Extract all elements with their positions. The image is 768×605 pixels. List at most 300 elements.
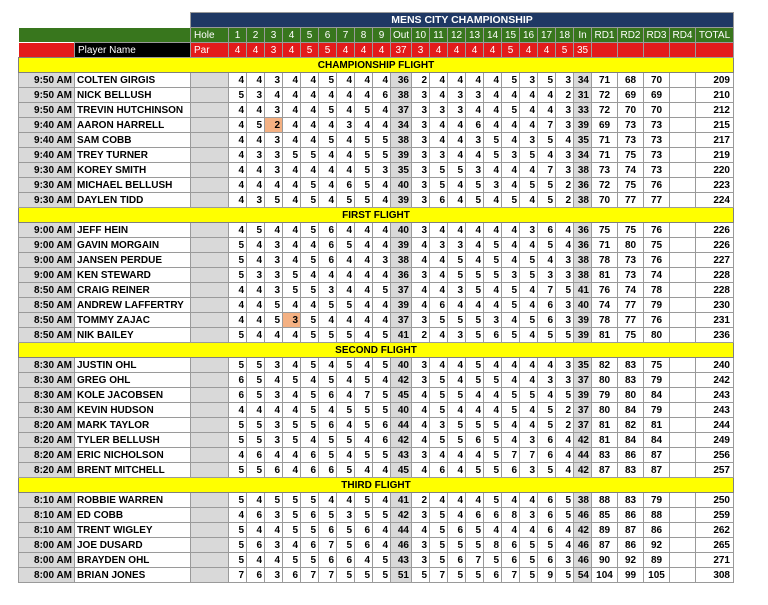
hole-score: 2 (412, 73, 430, 88)
hole-score: 5 (301, 388, 319, 403)
hole-score: 4 (430, 358, 448, 373)
round-3-score: 76 (644, 253, 670, 268)
hole-score: 4 (283, 298, 301, 313)
round-1-score: 88 (592, 493, 618, 508)
hole-score: 4 (556, 463, 574, 478)
round-2-score: 92 (618, 553, 644, 568)
hole-score: 6 (247, 508, 265, 523)
total-score: 242 (696, 373, 734, 388)
blank-cell (191, 178, 229, 193)
total-score: 236 (696, 328, 734, 343)
round-2-score: 99 (618, 568, 644, 583)
round-2-score: 74 (618, 283, 644, 298)
in-score: 36 (574, 223, 592, 238)
hole-score: 4 (229, 178, 247, 193)
hole-score: 5 (538, 418, 556, 433)
tee-time: 8:50 AM (19, 283, 75, 298)
hole-score: 4 (538, 253, 556, 268)
hole-score: 5 (502, 193, 520, 208)
hole-score: 3 (520, 133, 538, 148)
tee-time: 9:40 AM (19, 133, 75, 148)
round-4-score (670, 133, 696, 148)
round-4-score (670, 298, 696, 313)
hole-score: 5 (283, 433, 301, 448)
hole-score: 6 (265, 463, 283, 478)
hole-score: 4 (520, 298, 538, 313)
par-value: 4 (538, 43, 556, 58)
hole-number: 9 (373, 28, 391, 43)
hole-score: 4 (337, 163, 355, 178)
tee-time: 8:20 AM (19, 433, 75, 448)
round-label: RD3 (644, 28, 670, 43)
hole-score: 3 (556, 163, 574, 178)
hole-score: 5 (520, 313, 538, 328)
hole-score: 2 (412, 328, 430, 343)
out-score: 46 (391, 538, 412, 553)
hole-score: 4 (412, 388, 430, 403)
hole-score: 5 (466, 358, 484, 373)
blank-cell (191, 73, 229, 88)
hole-score: 4 (373, 103, 391, 118)
hole-score: 4 (283, 448, 301, 463)
player-row (19, 523, 734, 538)
hole-score: 3 (265, 388, 283, 403)
player-row (19, 373, 734, 388)
par-value: 5 (319, 43, 337, 58)
hole-score: 4 (520, 328, 538, 343)
hole-score: 4 (319, 88, 337, 103)
hole-score: 6 (538, 508, 556, 523)
hole-score: 3 (430, 148, 448, 163)
flight-header-row (19, 343, 734, 358)
hole-score: 6 (319, 553, 337, 568)
hole-score: 6 (337, 178, 355, 193)
in-score: 42 (574, 433, 592, 448)
player-row (19, 388, 734, 403)
hole-score: 5 (283, 373, 301, 388)
round-4-score (670, 373, 696, 388)
hole-score: 4 (448, 193, 466, 208)
blank-cell (191, 103, 229, 118)
hole-score: 4 (520, 163, 538, 178)
player-name: SAM COBB (75, 133, 191, 148)
player-name-header: Player Name (75, 43, 191, 58)
hole-number: 6 (319, 28, 337, 43)
round-1-score: 70 (592, 193, 618, 208)
hole-score: 4 (373, 538, 391, 553)
hole-score: 5 (538, 178, 556, 193)
hole-score: 5 (484, 553, 502, 568)
hole-score: 4 (229, 118, 247, 133)
round-1-score: 71 (592, 73, 618, 88)
hole-score: 4 (319, 268, 337, 283)
total-score: 262 (696, 523, 734, 538)
hole-score: 4 (355, 463, 373, 478)
tee-time: 9:50 AM (19, 88, 75, 103)
hole-score: 4 (430, 133, 448, 148)
hole-score: 5 (229, 358, 247, 373)
hole-number: 2 (247, 28, 265, 43)
player-row (19, 238, 734, 253)
hole-score: 4 (247, 178, 265, 193)
hole-score: 5 (247, 223, 265, 238)
in-score: 31 (574, 88, 592, 103)
hole-score: 3 (466, 88, 484, 103)
hole-score: 4 (283, 193, 301, 208)
total-score: 228 (696, 268, 734, 283)
blank-cell (191, 358, 229, 373)
hole-score: 5 (466, 283, 484, 298)
total-label: TOTAL (696, 28, 734, 43)
hole-score: 4 (448, 508, 466, 523)
hole-score: 4 (412, 238, 430, 253)
round-label: RD2 (618, 28, 644, 43)
out-score: 45 (391, 388, 412, 403)
hole-score: 4 (484, 223, 502, 238)
player-name: GAVIN MORGAIN (75, 238, 191, 253)
player-row (19, 73, 734, 88)
out-score: 39 (391, 148, 412, 163)
round-2-score: 87 (618, 523, 644, 538)
in-score: 38 (574, 193, 592, 208)
hole-score: 4 (520, 493, 538, 508)
hole-score: 6 (538, 313, 556, 328)
player-name: KEN STEWARD (75, 268, 191, 283)
round-4-score (670, 418, 696, 433)
out-score: 38 (391, 253, 412, 268)
blank-cell (191, 373, 229, 388)
round-2-score: 75 (618, 223, 644, 238)
hole-score: 4 (247, 133, 265, 148)
hole-score: 5 (283, 418, 301, 433)
hole-score: 3 (520, 73, 538, 88)
player-name: BRAYDEN OHL (75, 553, 191, 568)
player-row (19, 133, 734, 148)
player-name: TYLER BELLUSH (75, 433, 191, 448)
round-4-score (670, 538, 696, 553)
total-score: 217 (696, 133, 734, 148)
hole-score: 6 (502, 553, 520, 568)
hole-score: 5 (484, 433, 502, 448)
in-score: 40 (574, 298, 592, 313)
in-score: 35 (574, 358, 592, 373)
hole-score: 4 (301, 133, 319, 148)
player-row (19, 508, 734, 523)
hole-score: 4 (430, 73, 448, 88)
hole-score: 3 (412, 163, 430, 178)
hole-score: 7 (520, 448, 538, 463)
hole-score: 4 (301, 73, 319, 88)
tee-time: 8:30 AM (19, 373, 75, 388)
hole-score: 5 (466, 328, 484, 343)
hole-score: 4 (229, 103, 247, 118)
hole-score: 4 (502, 433, 520, 448)
player-name: MARK TAYLOR (75, 418, 191, 433)
hole-score: 5 (430, 388, 448, 403)
hole-score: 4 (538, 148, 556, 163)
hole-score: 5 (430, 313, 448, 328)
hole-score: 5 (283, 283, 301, 298)
round-4-score (670, 268, 696, 283)
round-1-score: 74 (592, 298, 618, 313)
hole-score: 4 (430, 448, 448, 463)
hole-score: 5 (265, 193, 283, 208)
hole-score: 4 (502, 238, 520, 253)
hole-label: Hole (191, 28, 229, 43)
round-1-score: 90 (592, 553, 618, 568)
hole-score: 3 (412, 193, 430, 208)
round-label: RD1 (592, 28, 618, 43)
player-name: JANSEN PERDUE (75, 253, 191, 268)
scoreboard (18, 12, 734, 583)
hole-score: 5 (355, 148, 373, 163)
hole-score: 3 (430, 103, 448, 118)
hole-score: 4 (520, 418, 538, 433)
tee-time: 9:50 AM (19, 73, 75, 88)
hole-score: 3 (484, 178, 502, 193)
par-blank (644, 43, 670, 58)
blank-cell (191, 118, 229, 133)
hole-score: 5 (502, 73, 520, 88)
hole-score: 3 (247, 88, 265, 103)
scoreboard-table (18, 12, 734, 583)
hole-score: 5 (430, 163, 448, 178)
hole-score: 5 (556, 283, 574, 298)
hole-score: 5 (337, 568, 355, 583)
hole-score: 4 (412, 523, 430, 538)
hole-score: 6 (301, 538, 319, 553)
hole-score: 5 (283, 508, 301, 523)
hole-score: 4 (247, 553, 265, 568)
hole-score: 4 (355, 553, 373, 568)
hole-score: 6 (337, 553, 355, 568)
hole-score: 3 (412, 118, 430, 133)
round-3-score: 70 (644, 103, 670, 118)
hole-score: 4 (229, 313, 247, 328)
round-3-score: 89 (644, 553, 670, 568)
hole-score: 8 (484, 538, 502, 553)
hole-score: 6 (319, 418, 337, 433)
hole-score: 4 (337, 133, 355, 148)
hole-score: 3 (448, 283, 466, 298)
hole-score: 5 (520, 148, 538, 163)
player-name: TREY TURNER (75, 148, 191, 163)
player-name: CRAIG REINER (75, 283, 191, 298)
hole-score: 3 (412, 103, 430, 118)
out-score: 39 (391, 238, 412, 253)
hole-score: 4 (448, 373, 466, 388)
hole-score: 4 (355, 268, 373, 283)
hole-score: 3 (448, 328, 466, 343)
par-value: 5 (301, 43, 319, 58)
hole-score: 5 (430, 523, 448, 538)
in-score: 33 (574, 103, 592, 118)
hole-score: 4 (229, 283, 247, 298)
hole-score: 4 (283, 118, 301, 133)
hole-score: 5 (538, 403, 556, 418)
hole-score: 4 (466, 223, 484, 238)
total-score: 209 (696, 73, 734, 88)
hole-score: 5 (301, 523, 319, 538)
hole-score: 4 (502, 178, 520, 193)
hole-score: 5 (283, 553, 301, 568)
hole-score: 3 (556, 73, 574, 88)
in-score: 42 (574, 463, 592, 478)
hole-score: 5 (373, 388, 391, 403)
tee-time: 8:00 AM (19, 568, 75, 583)
hole-score: 4 (556, 448, 574, 463)
hole-score: 3 (373, 163, 391, 178)
blank-cell (191, 193, 229, 208)
blank-cell (191, 238, 229, 253)
round-4-score (670, 568, 696, 583)
hole-score: 4 (337, 493, 355, 508)
hole-score: 6 (466, 118, 484, 133)
par-label: Par (191, 43, 229, 58)
hole-score: 4 (556, 523, 574, 538)
hole-score: 4 (229, 298, 247, 313)
tee-time: 9:00 AM (19, 253, 75, 268)
hole-score: 3 (265, 238, 283, 253)
hole-score: 7 (502, 568, 520, 583)
hole-score: 3 (430, 238, 448, 253)
player-row (19, 283, 734, 298)
hole-score: 3 (538, 373, 556, 388)
hole-score: 4 (466, 238, 484, 253)
hole-score: 3 (412, 178, 430, 193)
hole-score: 5 (337, 358, 355, 373)
hole-score: 6 (538, 223, 556, 238)
hole-score: 4 (355, 223, 373, 238)
hole-score: 7 (319, 568, 337, 583)
hole-score: 4 (229, 133, 247, 148)
player-row (19, 328, 734, 343)
hole-number: 8 (355, 28, 373, 43)
player-row (19, 298, 734, 313)
flight-header-row (19, 478, 734, 493)
par-value: 3 (412, 43, 430, 58)
round-label: RD4 (670, 28, 696, 43)
player-row (19, 418, 734, 433)
total-score: 212 (696, 103, 734, 118)
hole-score: 3 (412, 313, 430, 328)
hole-score: 4 (466, 103, 484, 118)
round-3-score: 87 (644, 448, 670, 463)
hole-score: 4 (448, 223, 466, 238)
hole-score: 3 (412, 88, 430, 103)
hole-number: 5 (301, 28, 319, 43)
hole-score: 4 (448, 358, 466, 373)
out-score: 39 (391, 298, 412, 313)
par-value: 4 (430, 43, 448, 58)
hole-score: 4 (283, 88, 301, 103)
hole-score: 4 (502, 253, 520, 268)
in-score: 46 (574, 553, 592, 568)
hole-score: 3 (412, 223, 430, 238)
player-row (19, 553, 734, 568)
hole-score: 3 (520, 463, 538, 478)
hole-score: 5 (229, 493, 247, 508)
hole-score: 4 (484, 163, 502, 178)
hole-score: 3 (412, 133, 430, 148)
hole-score: 5 (502, 103, 520, 118)
hole-score: 4 (466, 253, 484, 268)
hole-score: 5 (373, 133, 391, 148)
in-score: 38 (574, 163, 592, 178)
hole-score: 3 (556, 373, 574, 388)
total-score: 226 (696, 223, 734, 238)
player-name: DAYLEN TIDD (75, 193, 191, 208)
in-score: 36 (574, 238, 592, 253)
hole-score: 7 (430, 568, 448, 583)
hole-score: 5 (466, 463, 484, 478)
hole-score: 5 (247, 418, 265, 433)
out-score: 38 (391, 88, 412, 103)
hole-score: 3 (247, 268, 265, 283)
hole-score: 4 (373, 238, 391, 253)
hole-score: 4 (373, 178, 391, 193)
round-2-score: 83 (618, 493, 644, 508)
tee-time: 8:50 AM (19, 328, 75, 343)
hole-score: 4 (247, 163, 265, 178)
hole-score: 4 (355, 88, 373, 103)
round-4-score (670, 523, 696, 538)
hole-score: 6 (301, 448, 319, 463)
hole-score: 5 (502, 403, 520, 418)
hole-score: 4 (412, 283, 430, 298)
hole-score: 5 (355, 418, 373, 433)
round-1-score: 69 (592, 118, 618, 133)
hole-score: 3 (520, 508, 538, 523)
hole-score: 6 (247, 538, 265, 553)
total-score: 265 (696, 538, 734, 553)
tee-time: 8:10 AM (19, 508, 75, 523)
hole-score: 5 (355, 508, 373, 523)
hole-score: 5 (412, 568, 430, 583)
round-2-score: 86 (618, 508, 644, 523)
hole-score: 4 (355, 253, 373, 268)
hole-score: 4 (283, 103, 301, 118)
hole-score: 4 (319, 148, 337, 163)
hole-score: 4 (430, 328, 448, 343)
player-row (19, 268, 734, 283)
hole-score: 3 (556, 103, 574, 118)
round-3-score: 70 (644, 73, 670, 88)
round-2-score: 70 (618, 103, 644, 118)
hole-score: 3 (556, 268, 574, 283)
hole-score: 4 (301, 298, 319, 313)
par-value: 4 (484, 43, 502, 58)
hole-score: 4 (484, 523, 502, 538)
out-score: 36 (391, 73, 412, 88)
round-2-score: 84 (618, 433, 644, 448)
player-row (19, 253, 734, 268)
hole-score: 5 (538, 193, 556, 208)
hole-score: 6 (373, 433, 391, 448)
hole-score: 5 (247, 433, 265, 448)
hole-score: 4 (283, 223, 301, 238)
hole-score: 4 (355, 298, 373, 313)
player-name: COLTEN GIRGIS (75, 73, 191, 88)
hole-score: 3 (502, 268, 520, 283)
hole-score: 4 (448, 133, 466, 148)
page-title: MENS CITY CHAMPIONSHIP (191, 13, 734, 28)
out-label: Out (391, 28, 412, 43)
hole-score: 4 (520, 358, 538, 373)
hole-score: 4 (538, 103, 556, 118)
hole-score: 5 (430, 553, 448, 568)
hole-score: 6 (448, 553, 466, 568)
